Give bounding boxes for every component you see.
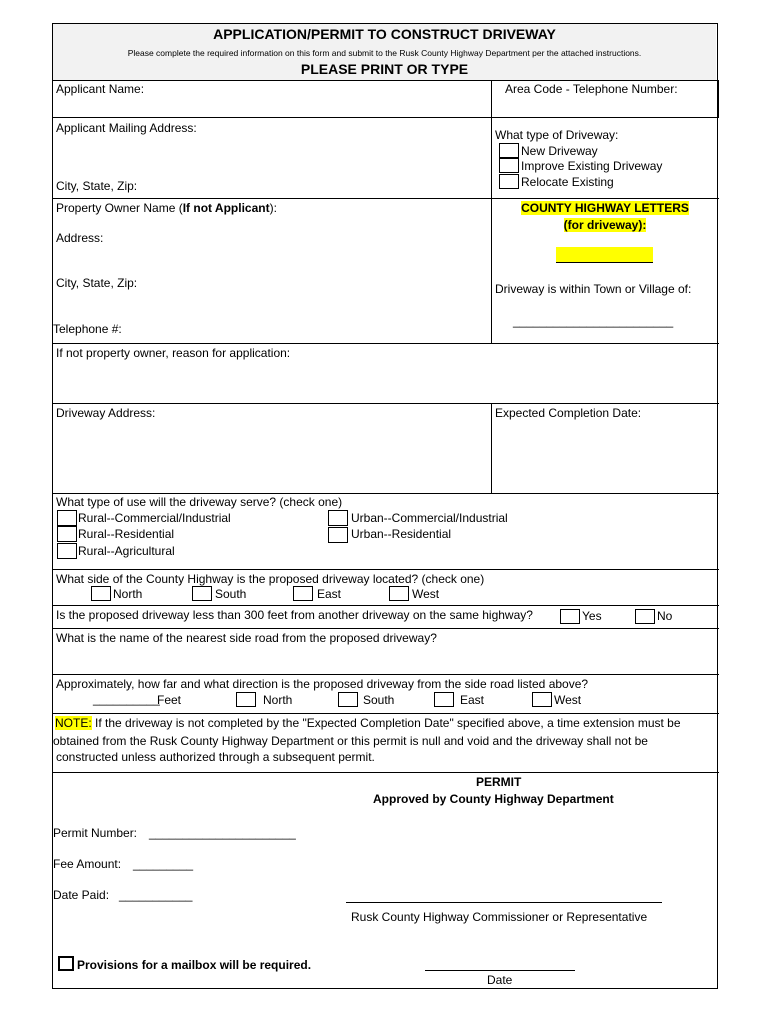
rural-commercial-checkbox[interactable]	[57, 510, 77, 526]
divider	[53, 80, 491, 81]
improve-existing-checkbox[interactable]	[499, 158, 519, 173]
mailbox-label: Provisions for a mailbox will be required.	[77, 958, 312, 972]
reason-label: If not property owner, reason for application:	[56, 346, 291, 360]
side-south-label: South	[215, 587, 247, 601]
county-letters-field[interactable]	[556, 247, 653, 263]
side-west-label: West	[412, 587, 440, 601]
distance-no-checkbox[interactable]	[635, 609, 655, 624]
applicant-name-label: Applicant Name:	[56, 82, 145, 96]
distance-no-label: No	[657, 609, 673, 623]
divider	[53, 198, 719, 199]
rural-commercial-label: Rural--Commercial/Industrial	[78, 511, 231, 525]
divider	[53, 569, 719, 570]
approx-feet-label: Feet	[157, 693, 182, 707]
county-letters-line1: COUNTY HIGHWAY LETTERS	[521, 201, 689, 215]
county-letters-sub	[491, 218, 719, 232]
signature-line[interactable]	[346, 902, 662, 903]
approx-north-checkbox[interactable]	[236, 692, 256, 707]
owner-label-pre: Property Owner Name (	[56, 201, 183, 215]
county-letters-line2: (for driveway):	[563, 218, 647, 232]
note-line-1	[55, 716, 681, 730]
owner-address-label: Address:	[56, 231, 104, 245]
rural-agricultural-label: Rural--Agricultural	[78, 544, 175, 558]
permit-form	[52, 23, 718, 989]
driveway-type-question: What type of Driveway:	[495, 128, 619, 142]
side-south-checkbox[interactable]	[192, 586, 212, 601]
owner-city-label: City, State, Zip:	[56, 276, 138, 290]
divider	[53, 605, 719, 606]
divider	[53, 343, 719, 344]
divider	[53, 403, 719, 404]
owner-phone-label: Telephone #:	[53, 322, 122, 336]
distance-question: Is the proposed driveway less than 300 feet from another driveway on the same highway?	[56, 608, 533, 622]
relocate-existing-checkbox[interactable]	[499, 174, 519, 189]
divider	[491, 403, 492, 493]
side-east-label: East	[317, 587, 342, 601]
note-line-2: obtained from the Rusk County Highway Department or this permit is null and void and the driveway shall not be	[53, 734, 648, 748]
approx-north-label: North	[263, 693, 293, 707]
form-title: APPLICATION/PERMIT TO CONSTRUCT DRIVEWAY	[213, 26, 556, 42]
approx-south-label: South	[363, 693, 395, 707]
driveway-address-label: Driveway Address:	[56, 406, 156, 420]
print-note: PLEASE PRINT OR TYPE	[300, 61, 469, 77]
owner-label-post: ):	[269, 201, 277, 215]
distance-yes-checkbox[interactable]	[560, 609, 580, 624]
approx-east-label: East	[460, 693, 485, 707]
side-north-label: North	[113, 587, 143, 601]
signature-label: Rusk County Highway Commissioner or Representative	[351, 910, 648, 924]
urban-residential-label: Urban--Residential	[351, 527, 452, 541]
approx-south-checkbox[interactable]	[338, 692, 358, 707]
approx-west-checkbox[interactable]	[532, 692, 552, 707]
owner-label-bold: If not Applicant	[182, 201, 270, 215]
approx-west-label: West	[554, 693, 582, 707]
divider	[53, 628, 719, 629]
distance-yes-label: Yes	[582, 609, 602, 623]
date-paid-label: Date Paid:	[53, 888, 110, 902]
fee-amount-blank[interactable]: _________	[133, 857, 194, 871]
rural-residential-label: Rural--Residential	[78, 527, 175, 541]
approx-feet-blank[interactable]: __________	[93, 692, 160, 706]
date-paid-blank[interactable]: ___________	[119, 888, 193, 902]
side-road-label: What is the name of the nearest side road from the proposed driveway?	[56, 631, 437, 645]
improve-existing-label: Improve Existing Driveway	[521, 159, 663, 173]
divider	[53, 772, 719, 773]
note-line-3: constructed unless authorized through a subsequent permit.	[56, 750, 375, 764]
applicant-city-label: City, State, Zip:	[56, 179, 138, 193]
note-text-1: If the driveway is not completed by the "Expected Completion Date" specified above, a time extension must be	[91, 716, 681, 730]
phone-label: Area Code - Telephone Number:	[505, 82, 678, 96]
mailing-address-label: Applicant Mailing Address:	[56, 121, 197, 135]
approx-east-checkbox[interactable]	[434, 692, 454, 707]
fee-amount-label: Fee Amount:	[53, 857, 122, 871]
town-village-blank[interactable]: ________________________	[513, 314, 674, 328]
urban-commercial-label: Urban--Commercial/Industrial	[351, 511, 508, 525]
divider	[53, 713, 719, 714]
town-village-label: Driveway is within Town or Village of:	[495, 282, 692, 296]
side-question: What side of the County Highway is the proposed driveway located? (check one)	[56, 572, 485, 586]
owner-name-label	[56, 201, 277, 215]
mailbox-checkbox[interactable]	[58, 956, 74, 971]
date-line[interactable]	[425, 970, 575, 971]
county-letters-title	[491, 201, 719, 215]
note-label: NOTE:	[55, 716, 92, 730]
side-north-checkbox[interactable]	[91, 586, 111, 601]
use-question: What type of use will the driveway serve? (check one)	[56, 495, 343, 509]
urban-commercial-checkbox[interactable]	[328, 510, 348, 526]
date-label: Date	[487, 973, 513, 987]
divider	[53, 493, 719, 494]
new-driveway-label: New Driveway	[521, 144, 598, 158]
permit-number-blank[interactable]: ______________________	[149, 826, 296, 840]
new-driveway-checkbox[interactable]	[499, 143, 519, 158]
rural-agricultural-checkbox[interactable]	[57, 543, 77, 559]
side-east-checkbox[interactable]	[293, 586, 313, 601]
relocate-existing-label: Relocate Existing	[521, 175, 614, 189]
permit-number-label: Permit Number:	[53, 826, 138, 840]
side-west-checkbox[interactable]	[389, 586, 409, 601]
approx-question: Approximately, how far and what direction is the proposed driveway from the side road listed above?	[56, 677, 589, 691]
divider	[53, 117, 491, 118]
divider	[53, 674, 719, 675]
completion-date-label: Expected Completion Date:	[495, 406, 642, 420]
permit-subtitle: Approved by County Highway Department	[373, 792, 614, 806]
form-instructions: Please complete the required information on this form and submit to the Rusk County Highway Department per the attached instructions.	[127, 48, 642, 58]
urban-residential-checkbox[interactable]	[328, 527, 348, 543]
rural-residential-checkbox[interactable]	[57, 526, 77, 542]
permit-title: PERMIT	[476, 775, 522, 789]
